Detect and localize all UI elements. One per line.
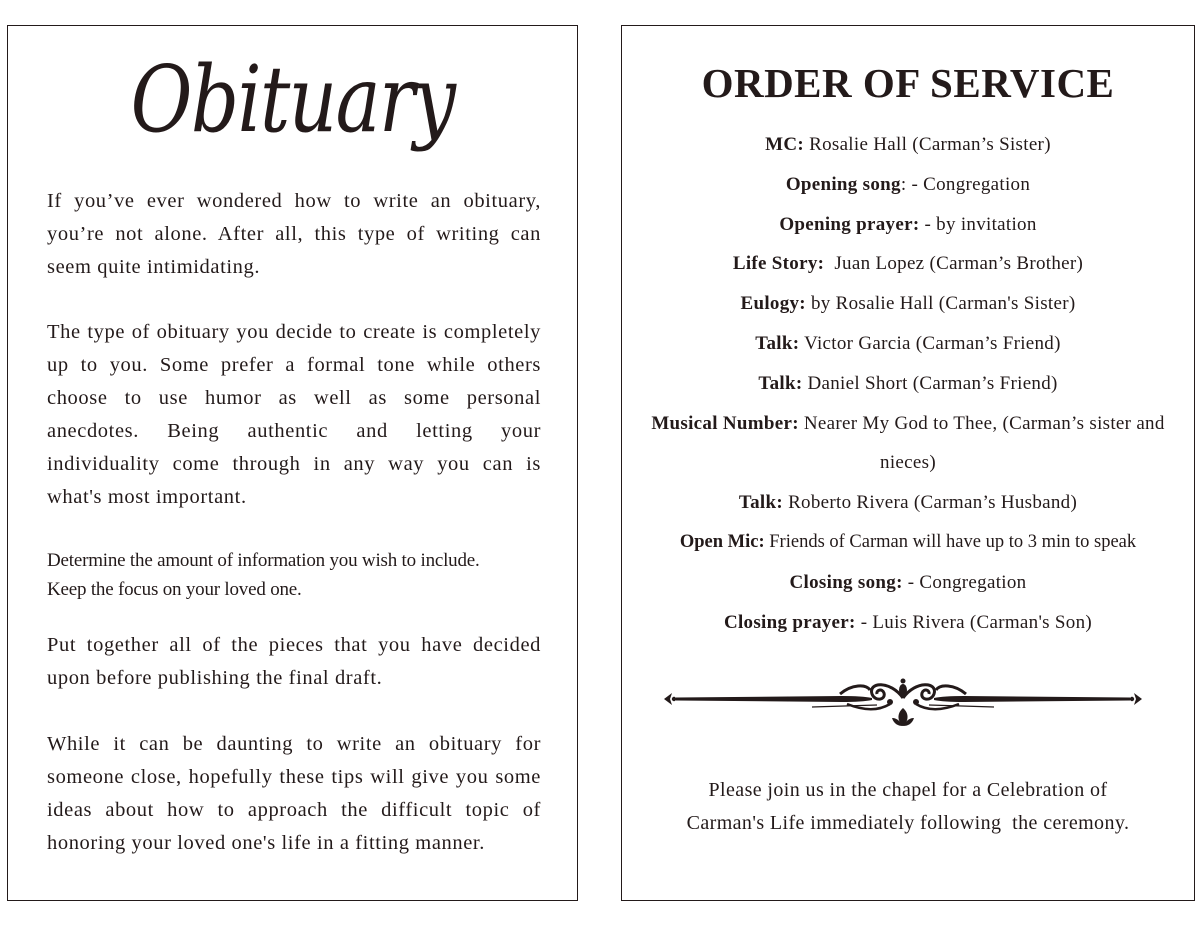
service-detail: Juan Lopez (Carman’s Brother) [824,253,1084,275]
order-of-service-panel [621,25,1195,901]
service-item-eulogy [632,284,1184,324]
service-detail: Daniel Short (Carman’s Friend) [802,372,1058,394]
ornamental-divider-icon [662,674,1144,744]
service-program-list [632,125,1184,642]
service-role: Opening song [785,173,901,195]
service-role: Eulogy: [740,293,806,315]
service-role: Talk: [755,332,800,354]
service-item-talk-3 [632,483,1184,523]
service-item-open-mic [632,523,1184,563]
service-role: Talk: [738,492,784,514]
service-role: Closing prayer: [723,611,856,633]
service-detail: Friends of Carman will have up to 3 min to speak [764,531,1137,552]
service-detail: by Rosalie Hall (Carman's Sister) [805,293,1076,315]
service-role: Life Story: [732,253,825,275]
celebration-note [642,774,1174,840]
obituary-paragraph-tips [47,546,541,604]
service-detail: Roberto Rivera (Carman’s Husband) [783,492,1078,514]
service-role: Musical Number: [651,412,799,434]
service-detail: - by invitation [919,213,1037,235]
service-detail: Rosalie Hall (Carman’s Sister) [804,134,1051,155]
service-item-opening-prayer [632,205,1184,245]
service-item-mc [632,125,1184,165]
obituary-paragraph-tone: The type of obituary you decide to create is completely up to you. Some prefer a formal tone while others choose to use humor as well as some personal anecdotes. Being authentic and letting your individuality come through in any way you can is what's most important. [47,321,541,508]
service-item-talk-1 [632,324,1184,364]
obituary-panel [7,25,578,901]
service-detail: Victor Garcia (Carman’s Friend) [799,332,1061,354]
service-detail: : - Congregation [900,173,1031,195]
service-detail: - Luis Rivera (Carman's Son) [855,611,1093,633]
service-item-closing-prayer [632,603,1184,643]
service-role: Closing song: [789,571,903,593]
order-of-service-title: ORDER OF SERVICE [701,60,1115,106]
service-item-closing-song [632,563,1184,603]
celebration-note-line-1: Please join us in the chapel for a Celebration of [708,779,1108,801]
service-role: MC: [765,134,805,155]
service-detail: Nearer My God to Thee, (Carman’s sister and nieces) [798,412,1165,474]
obituary-paragraph-draft: Put together all of the pieces that you have decided upon before publishing the final draft. [47,634,541,689]
service-role: Open Mic: [679,531,765,552]
obituary-title: Obituary [130,46,455,153]
service-item-life-story [632,244,1184,284]
service-item-talk-2 [632,364,1184,404]
service-detail: - Congregation [902,571,1027,593]
obituary-paragraph-intro: If you’ve ever wondered how to write an obituary, you’re not alone. After all, this type of writing can seem quite intimidating. [47,190,541,278]
celebration-note-line-2: Carman's Life immediately following the ceremony. [686,812,1130,834]
service-item-opening-song [632,165,1184,205]
obituary-paragraph-closing: While it can be daunting to write an obituary for someone close, hopefully these tips will give you some ideas about how to approach the difficult topic of honoring your loved one's life in a fitting manner. [47,733,541,854]
service-role: Talk: [758,372,803,394]
service-role: Opening prayer: [779,213,920,235]
tip-line-focus: Keep the focus on your loved one. [47,579,302,600]
service-item-musical-number [632,404,1184,484]
tip-line-amount: Determine the amount of information you wish to include. [47,550,480,571]
